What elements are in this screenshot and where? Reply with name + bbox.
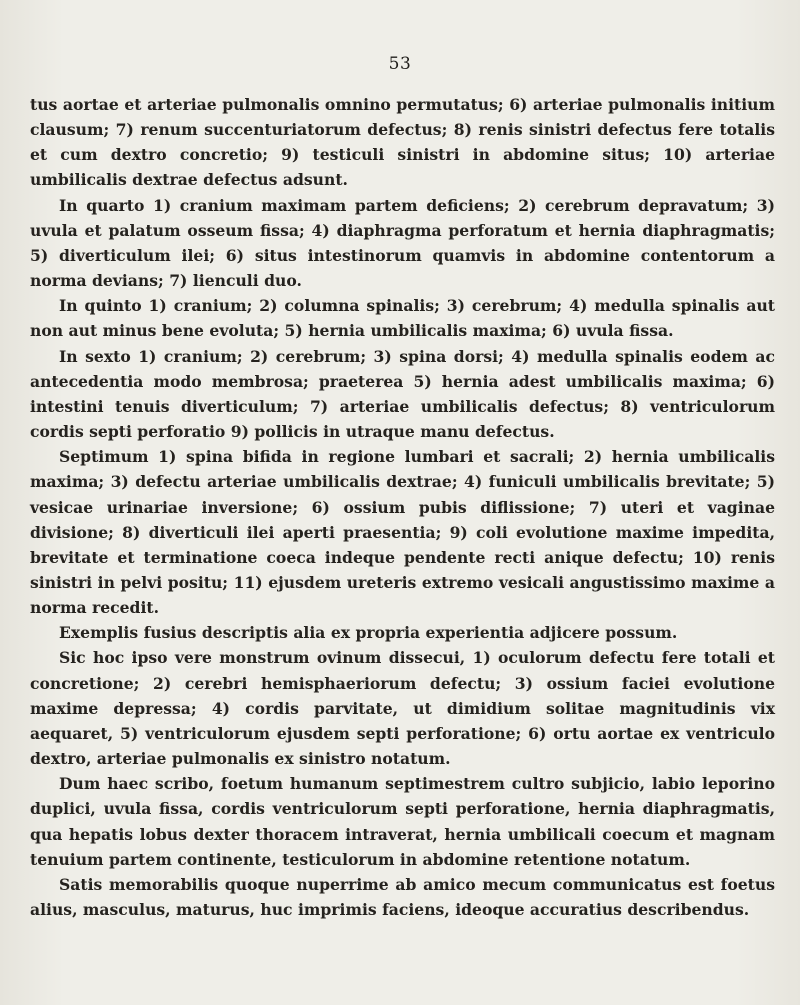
paragraph-exemplis: Exemplis fusius descriptis alia ex propria experientia adjicere possum.: [59, 623, 678, 643]
paragraph-sexto: In sexto 1) cranium; 2) cerebrum; 3) spina dorsi; 4) medulla spinalis eodem ac antecedentia modo membrosa; praeterea 5) hernia adest umbilicalis maxima; 6) intestini tenuis diverticulum; 7) arteriae umbilicalis defectus; 8) ventriculorum cordis septi perforatio 9) pollicis in utraque manu defectus.: [30, 346, 775, 442]
paragraph-continuation: tus aortae et arteriae pulmonalis omnino permutatus; 6) arteriae pulmonalis initium clausum; 7) renum succenturiatorum defectus; 8) renis sinistri defectus fere totalis et cum dextro concretio; 9) testiculi sinistri in abdomine situs; 10) arteriae umbilicalis dextrae defectus adsunt.: [30, 95, 775, 190]
body-text: [30, 92, 775, 922]
paragraph-quarto: In quarto 1) cranium maximam partem deficiens; 2) cerebrum depravatum; 3) uvula et palatum osseum fissa; 4) diaphragma perforatum et hernia diaphragmatis; 5) diverticulum ilei; 6) situs intestinorum quamvis in abdomine contentorum a norma devians; 7) lienculi duo.: [30, 195, 775, 291]
paragraph-foetum-humanum: Dum haec scribo, foetum humanum septimestrem cultro subjicio, labio leporino duplici, uvula fissa, cordis ventriculorum septi perforatione, hernia diaphragmatis, qua hepatis lobus dexter thoracem intraverat, hernia umbilicali coecum et magnam tenuium partem continente, testiculorum in abdomine retentione notatum.: [30, 774, 775, 869]
page-number: 53: [388, 54, 412, 74]
paragraph-foetus-alius: Satis memorabilis quoque nuperrime ab amico mecum communicatus est foetus alius, masculus, maturus, huc imprimis faciens, ideoque accuratius describendus.: [30, 874, 775, 919]
paragraph-quinto: In quinto 1) cranium; 2) columna spinalis; 3) cerebrum; 4) medulla spinalis aut non aut minus bene evoluta; 5) hernia umbilicalis maxima; 6) uvula fissa.: [30, 296, 775, 341]
paragraph-septimum: Septimum 1) spina bifida in regione lumbari et sacrali; 2) hernia umbilicalis maxima; 3) defectu arteriae umbilicalis dextrae; 4) funiculi umbilicalis brevitate; 5) vesicae urinariae inversione; 6) ossium pubis diflissione; 7) uteri et vaginae divisione; 8) diverticuli ilei aperti praesentia; 9) coli evolutione maxime impedita, brevitate et terminatione coeca indeque pendente recti anique defectu; 10) renis sinistri in pelvi positu; 11) ejusdem ureteris extremo vesicali angustissimo maxime a norma recedit.: [30, 447, 775, 618]
paragraph-monstrum-ovinum: Sic hoc ipso vere monstrum ovinum dissecui, 1) oculorum defectu fere totali et concretione; 2) cerebri hemisphaeriorum defectu; 3) ossium faciei evolutione maxime depressa; 4) cordis parvitate, ut dimidium solitae magnitudinis vix aequaret, 5) ventriculorum ejusdem septi perforatione; 6) ortu aortae ex ventriculo dextro, arteriae pulmonalis ex sinistro notatum.: [30, 648, 775, 769]
